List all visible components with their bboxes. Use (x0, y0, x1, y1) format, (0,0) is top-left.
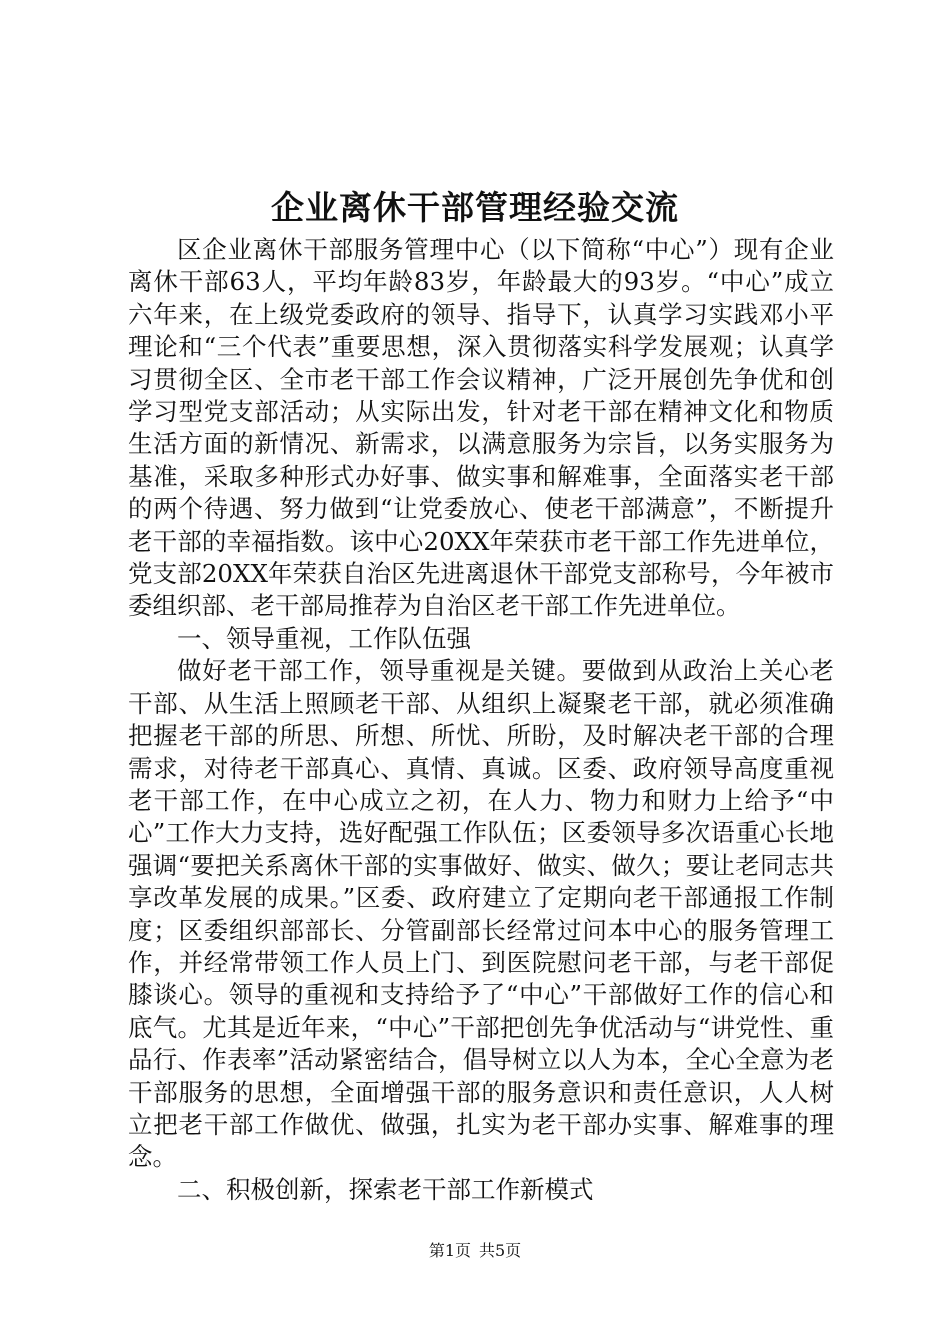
page-number: 第1页 (428, 1241, 471, 1260)
paragraph-intro: 区企业离休干部服务管理中心（以下简称“中心”）现有企业离休干部63人，平均年龄83岁，年龄最大的93岁。“中心”成立六年来，在上级党委政府的领导、指导下，认真学习实践邓小平理论和“三个代表”重要思想，深入贯彻落实科学发展观；认真学习贯彻全区、全市老干部工作会议精神，广泛开展创先争优和创学习型党支部活动；从实际出发，针对老干部在精神文化和物质生活方面的新情况、新需求，以满意服务为宗旨，以务实服务为基准，采取多种形式办好事、做实事和解难事，全面落实老干部的两个待遇、努力做到“让党委放心、使老干部满意”，不断提升老干部的幸福指数。该中心20XX年荣获市老干部工作先进单位，党支部20XX年荣获自治区先进离退休干部党支部称号，今年被市委组织部、老干部局推荐为自治区老干部工作先进单位。 (128, 235, 834, 621)
document-title: 企业离休干部管理经验交流 (271, 188, 679, 227)
paragraph-section-1: 做好老干部工作，领导重视是关键。要做到从政治上关心老干部、从生活上照顾老干部、从组织上凝聚老干部，就必须准确把握老干部的所思、所想、所忧、所盼，及时解决老干部的合理需求，对待老干部真心、真情、真诚。区委、政府领导高度重视老干部工作，在中心成立之初，在人力、物力和财力上给予“中心”工作大力支持，选好配强工作队伍；区委领导多次语重心长地强调“要把关系离休干部的实事做好、做实、做久；要让老同志共享改革发展的成果。”区委、政府建立了定期向老干部通报工作制度；区委组织部部长、分管副部长经常过问本中心的服务管理工作，并经常带领工作人员上门、到医院慰问老干部，与老干部促膝谈心。领导的重视和支持给予了“中心”干部做好工作的信心和底气。尤其是近年来，“中心”干部把创先争优活动与“讲党性、重品行、作表率”活动紧密结合，倡导树立以人为本，全心全意为老干部服务的思想，全面增强干部的服务意识和责任意识，人人树立把老干部工作做优、做强，扎实为老干部办实事、解难事的理念。 (128, 656, 834, 1172)
section-heading-2: 二、积极创新，探索老干部工作新模式 (177, 1174, 594, 1204)
page-total: 共5页 (479, 1241, 522, 1260)
page-footer (0, 1240, 950, 1262)
document-body (128, 234, 834, 1206)
section-heading-1: 一、领导重视，工作队伍强 (177, 623, 471, 653)
